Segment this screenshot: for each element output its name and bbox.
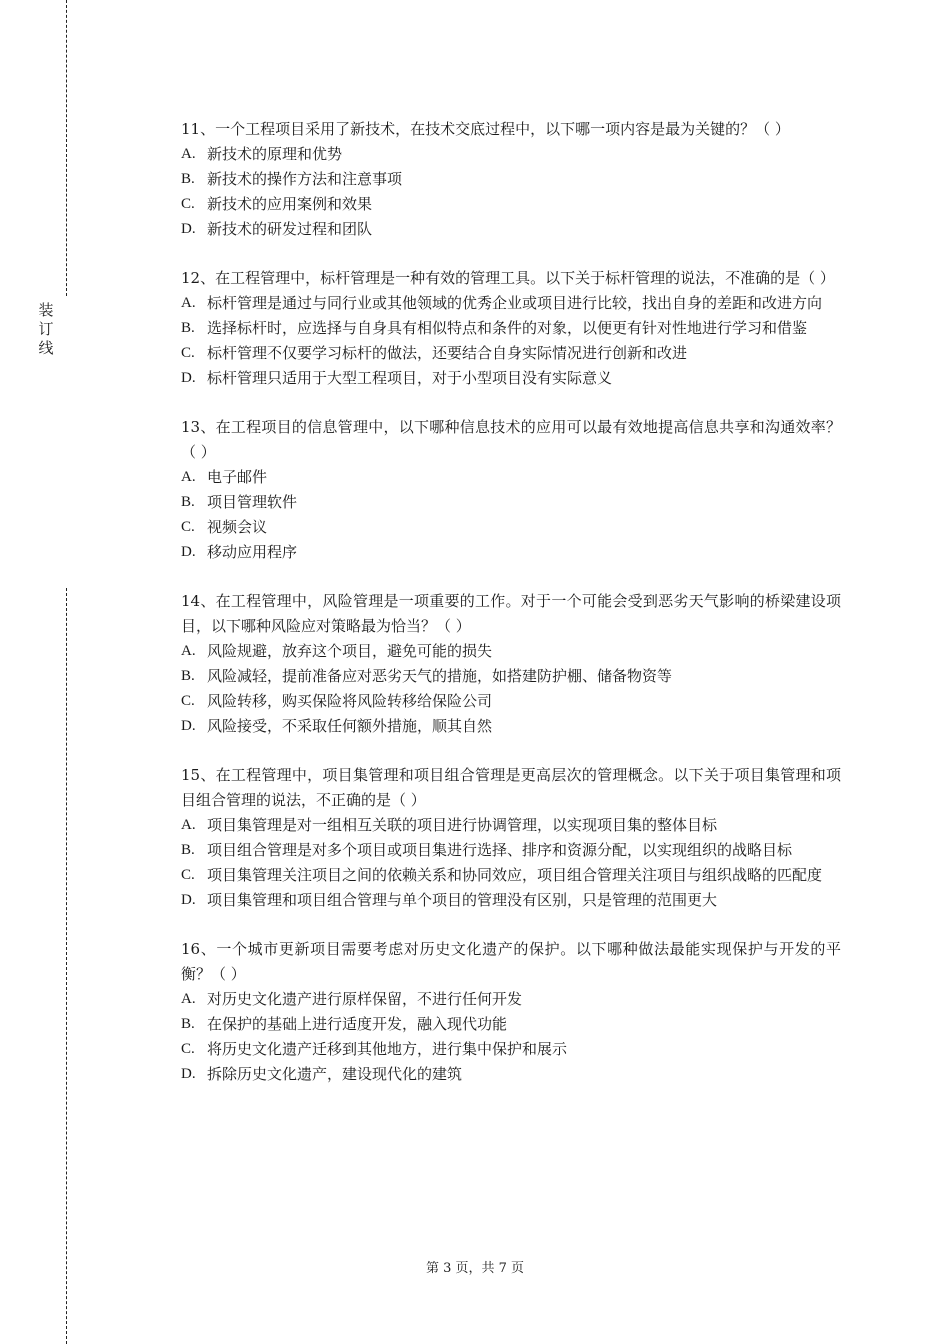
option-b — [181, 490, 841, 515]
option-b — [181, 664, 841, 689]
option-a — [181, 291, 841, 316]
option-letter: B. — [181, 320, 195, 336]
option-text: 移动应用程序 — [207, 543, 298, 561]
question-stem: 14、在工程管理中，风险管理是一项重要的工作。对于一个可能会受到恶劣天气影响的桥梁建设项目，以下哪种风险应对策略最为恰当？（ ） — [181, 592, 841, 635]
option-letter: B. — [181, 668, 195, 684]
option-c — [181, 1037, 841, 1062]
option-text: 风险减轻，提前准备应对恶劣天气的措施，如搭建防护棚、储备物资等 — [207, 667, 673, 685]
option-letter: D. — [181, 221, 196, 237]
option-letter: A. — [181, 469, 196, 485]
option-text: 项目组合管理是对多个项目或项目集进行选择、排序和资源分配，以实现组织的战略目标 — [207, 841, 793, 859]
binding-line-top — [66, 0, 67, 296]
option-letter: C. — [181, 1041, 195, 1057]
option-text: 对历史文化遗产进行原样保留，不进行任何开发 — [207, 990, 523, 1008]
binding-line-bottom — [66, 588, 67, 1344]
question-stem: 15、在工程管理中，项目集管理和项目组合管理是更高层次的管理概念。以下关于项目集管理和项目组合管理的说法，不正确的是（ ） — [181, 766, 841, 809]
option-text: 标杆管理是通过与同行业或其他领域的优秀企业或项目进行比较，找出自身的差距和改进方向 — [207, 294, 823, 312]
question-13 — [181, 415, 841, 565]
question-12 — [181, 266, 841, 391]
question-stem: 16、一个城市更新项目需要考虑对历史文化遗产的保护。以下哪种做法最能实现保护与开发的平衡？（ ） — [181, 940, 841, 983]
question-list — [181, 117, 841, 1087]
option-letter: D. — [181, 892, 196, 908]
option-text: 风险规避，放弃这个项目，避免可能的损失 — [207, 642, 493, 660]
option-c — [181, 341, 841, 366]
option-text: 标杆管理只适用于大型工程项目，对于小型项目没有实际意义 — [207, 369, 613, 387]
option-text: 新技术的原理和优势 — [207, 145, 343, 163]
option-letter: A. — [181, 146, 196, 162]
option-a — [181, 639, 841, 664]
option-b — [181, 838, 841, 863]
option-a — [181, 142, 841, 167]
option-text: 将历史文化遗产迁移到其他地方，进行集中保护和展示 — [207, 1040, 568, 1058]
option-c — [181, 515, 841, 540]
option-letter: D. — [181, 370, 196, 386]
option-letter: A. — [181, 991, 196, 1007]
question-14 — [181, 589, 841, 739]
option-c — [181, 192, 841, 217]
option-d — [181, 540, 841, 565]
binding-label — [36, 301, 56, 358]
option-text: 项目集管理关注项目之间的依赖关系和协同效应，项目组合管理关注项目与组织战略的匹配度 — [207, 866, 823, 884]
option-text: 电子邮件 — [207, 468, 268, 486]
option-letter: A. — [181, 643, 196, 659]
option-letter: B. — [181, 1016, 195, 1032]
option-letter: B. — [181, 842, 195, 858]
option-text: 项目集管理和项目组合管理与单个项目的管理没有区别，只是管理的范围更大 — [207, 891, 718, 909]
option-letter: C. — [181, 693, 195, 709]
option-text: 新技术的应用案例和效果 — [207, 195, 373, 213]
option-letter: A. — [181, 817, 196, 833]
question-stem: 12、在工程管理中，标杆管理是一种有效的管理工具。以下关于标杆管理的说法，不准确的是（ ） — [181, 269, 835, 287]
option-d — [181, 888, 841, 913]
question-stem: 13、在工程项目的信息管理中，以下哪种信息技术的应用可以最有效地提高信息共享和沟通效率？（ ） — [181, 418, 841, 461]
question-16 — [181, 937, 841, 1087]
option-text: 项目集管理是对一组相互关联的项目进行协调管理，以实现项目集的整体目标 — [207, 816, 718, 834]
option-d — [181, 366, 841, 391]
binding-char: 线 — [38, 339, 54, 357]
option-letter: A. — [181, 295, 196, 311]
option-c — [181, 689, 841, 714]
option-letter: C. — [181, 196, 195, 212]
option-text: 风险转移，购买保险将风险转移给保险公司 — [207, 692, 493, 710]
option-letter: B. — [181, 494, 195, 510]
option-letter: D. — [181, 1066, 196, 1082]
option-a — [181, 813, 841, 838]
option-letter: C. — [181, 867, 195, 883]
option-letter: D. — [181, 544, 196, 560]
option-text: 拆除历史文化遗产，建设现代化的建筑 — [207, 1065, 463, 1083]
option-text: 新技术的研发过程和团队 — [207, 220, 373, 238]
option-letter: C. — [181, 345, 195, 361]
option-text: 新技术的操作方法和注意事项 — [207, 170, 403, 188]
question-15 — [181, 763, 841, 913]
option-text: 选择标杆时，应选择与自身具有相似特点和条件的对象，以便更有针对性地进行学习和借鉴 — [207, 319, 808, 337]
option-a — [181, 987, 841, 1012]
binding-char: 装 — [38, 301, 54, 319]
page-number: 第 3 页，共 7 页 — [425, 1261, 525, 1276]
option-a — [181, 465, 841, 490]
option-b — [181, 167, 841, 192]
option-c — [181, 863, 841, 888]
option-text: 标杆管理不仅要学习标杆的做法，还要结合自身实际情况进行创新和改进 — [207, 344, 688, 362]
option-text: 风险接受，不采取任何额外措施，顺其自然 — [207, 717, 493, 735]
option-letter: D. — [181, 718, 196, 734]
option-d — [181, 217, 841, 242]
question-11 — [181, 117, 841, 242]
option-b — [181, 1012, 841, 1037]
option-letter: B. — [181, 171, 195, 187]
option-b — [181, 316, 841, 341]
option-d — [181, 714, 841, 739]
option-d — [181, 1062, 841, 1087]
option-text: 视频会议 — [207, 518, 268, 536]
binding-char: 订 — [38, 320, 54, 338]
question-stem: 11、一个工程项目采用了新技术，在技术交底过程中，以下哪一项内容是最为关键的？（ ） — [181, 120, 790, 138]
option-text: 项目管理软件 — [207, 493, 298, 511]
option-letter: C. — [181, 519, 195, 535]
option-text: 在保护的基础上进行适度开发，融入现代功能 — [207, 1015, 508, 1033]
